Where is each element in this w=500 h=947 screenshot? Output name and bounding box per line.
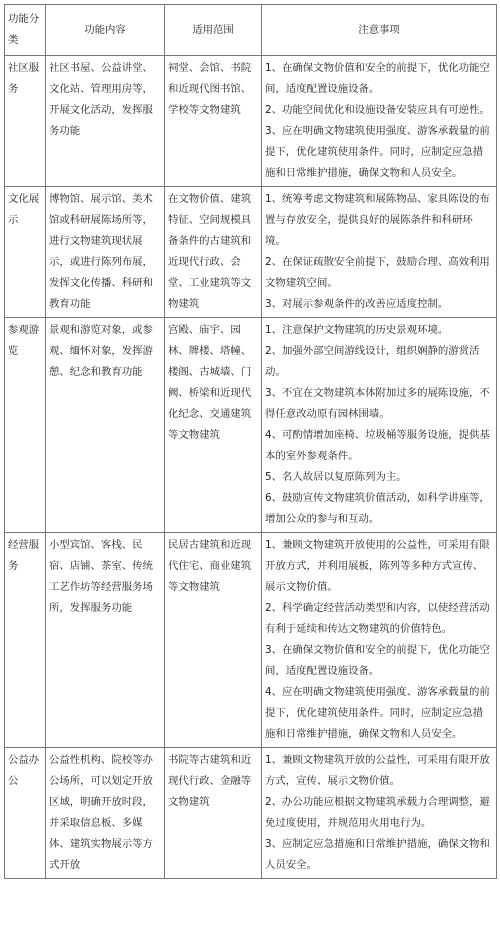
note-item: 3、不宜在文物建筑本体附加过多的展陈设施，不得任意改动原有园林围墙。 [265,387,490,420]
category-cell: 社区服务 [5,56,46,187]
note-item: 1、在确保文物价值和安全的前提下，优化功能空间，适度配置设施设备。 [265,62,490,95]
note-item: 2、在保证疏散安全前提下，鼓励合理、高效利用文物建筑空间。 [265,256,490,289]
notes-cell [262,748,497,879]
note-item: 1、注意保护文物建筑的历史景观环境。 [265,324,449,336]
content-cell: 博物馆、展示馆、美术馆或科研展陈场所等，进行文物建筑现状展示，或进行陈列布展，发挥文化传播、科研和教育功能 [46,187,165,318]
table-row [5,187,497,318]
note-item: 1、统筹考虑文物建筑和展陈物品、家具陈设的布置与存放安全，提供良好的展陈条件和科研环境。 [265,193,490,247]
scope-cell: 书院等古建筑和近现代行政、金融等文物建筑 [165,748,262,879]
notes-cell [262,533,497,748]
header-category: 功能分类 [5,5,46,56]
header-content: 功能内容 [46,5,165,56]
note-item: 4、可酌情增加座椅、垃圾桶等服务设施，提供基本的室外参观条件。 [265,429,490,462]
table-row [5,533,497,748]
scope-cell: 祠堂、会馆、书院和近现代图书馆、学校等文物建筑 [165,56,262,187]
scope-cell: 民居古建筑和近现代住宅、商业建筑等文物建筑 [165,533,262,748]
function-table [4,4,497,879]
note-item: 2、功能空间优化和设施设备安装应具有可逆性。 [265,104,490,116]
note-item: 5、名人故居以复原陈列为主。 [265,471,407,483]
notes-cell [262,318,497,533]
content-cell: 景观和游览对象，或参观、缅怀对象，发挥游憩、纪念和教育功能 [46,318,165,533]
notes-cell [262,56,497,187]
header-notes: 注意事项 [262,5,497,56]
category-cell: 参观游览 [5,318,46,533]
content-cell: 公益性机构、院校等办公场所，可以划定开放区域，明确开放时段，并采取信息板、多媒体、建筑实物展示等方式开放 [46,748,165,879]
table-row [5,56,497,187]
note-item: 2、办公功能应根据文物建筑承载力合理调整，避免过度使用，并规范用火用电行为。 [265,796,490,829]
header-row [5,5,497,56]
category-cell: 经营服务 [5,533,46,748]
content-cell: 社区书屋、公益讲堂、文化站、管理用房等，开展文化活动，发挥服务功能 [46,56,165,187]
scope-cell: 宫殿、庙宇、园林、牌楼、塔幢、楼阁、古城墙、门阙、桥梁和近现代化纪念、交通建筑等文物建筑 [165,318,262,533]
table-row [5,318,497,533]
note-item: 3、在确保文物价值和安全的前提下，优化功能空间，适度配置设施设备。 [265,644,490,677]
note-item: 3、应在明确文物建筑使用强度、游客承载量的前提下，优化建筑使用条件。同时，应制定应急措施和日常维护措施，确保文物和人员安全。 [265,125,490,179]
note-item: 2、科学确定经营活动类型和内容，以使经营活动有利于延续和传达文物建筑的价值特色。 [265,602,490,635]
note-item: 4、应在明确文物建筑使用强度、游客承载量的前提下，优化建筑使用条件。同时，应制定应急措施和日常维护措施，确保文物和人员安全。 [265,686,490,740]
category-cell: 公益办公 [5,748,46,879]
header-scope: 适用范围 [165,5,262,56]
note-item: 6、鼓励宣传文物建筑价值活动，如科学讲座等，增加公众的参与和互动。 [265,492,490,525]
content-cell: 小型宾馆、客栈、民宿、店铺、茶室、传统工艺作坊等经营服务场所，发挥服务功能 [46,533,165,748]
notes-cell [262,187,497,318]
category-cell: 文化展示 [5,187,46,318]
note-item: 2、加强外部空间游线设计，组织娴静的游赏活动。 [265,345,480,378]
note-item: 3、应制定应急措施和日常维护措施，确保文物和人员安全。 [265,838,490,871]
table-row [5,748,497,879]
scope-cell: 在文物价值、建筑特征、空间规模具备条件的古建筑和近现代行政、会堂、工业建筑等文物建筑 [165,187,262,318]
note-item: 3、对展示参观条件的改善应适度控制。 [265,298,449,310]
note-item: 1、兼顾文物建筑开放的公益性，可采用有限开放方式，宣传、展示文物价值。 [265,754,490,787]
note-item: 1、兼顾文物建筑开放使用的公益性，可采用有限开放方式，并利用展板，陈列等多种方式宣传、展示文物价值。 [265,539,490,593]
